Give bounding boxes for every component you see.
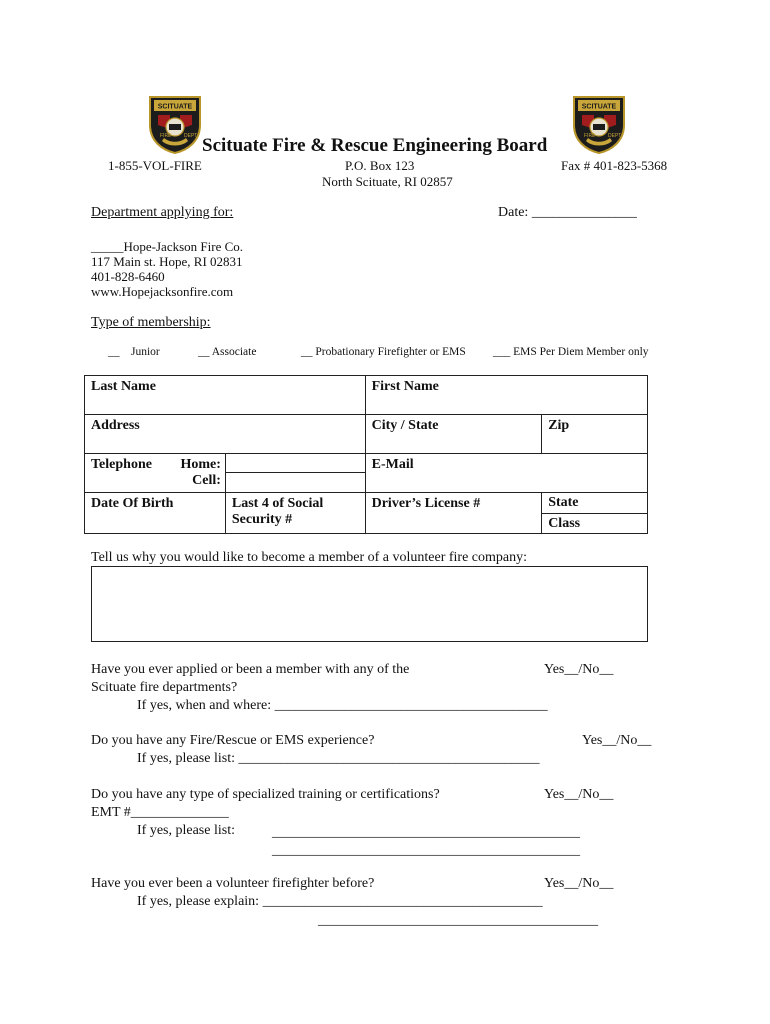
emt-number-field[interactable]: EMT #______________: [91, 805, 229, 820]
state-class-cell: [542, 493, 648, 534]
question-4: Have you ever been a volunteer firefighter before?: [91, 876, 375, 891]
first-name-field[interactable]: [365, 376, 647, 415]
city-state-label: City / State: [371, 418, 439, 433]
question-1-answer[interactable]: Yes__/No__: [544, 662, 614, 677]
department-address: 117 Main st. Hope, RI 02831: [91, 254, 243, 269]
question-3-line1[interactable]: ____________________________________________: [272, 825, 580, 840]
question-1-line1: Have you ever applied or been a member with any of the: [91, 662, 410, 677]
phone-inputs: [225, 454, 365, 493]
fax-number: Fax # 401-823-5368: [561, 158, 668, 173]
page-title: Scituate Fire & Rescue Engineering Board: [202, 135, 548, 156]
essay-prompt: Tell us why you would like to become a member of a volunteer fire company:: [91, 550, 528, 565]
membership-option-associate[interactable]: __ Associate: [198, 346, 257, 358]
last-name-field[interactable]: [85, 376, 366, 415]
question-4-answer[interactable]: Yes__/No__: [544, 876, 614, 891]
license-field[interactable]: [365, 493, 542, 534]
last-name-label: Last Name: [91, 379, 156, 394]
dob-field[interactable]: [85, 493, 226, 534]
membership-label: Type of membership:: [91, 315, 211, 330]
badge-right-top-text: SCITUATE: [581, 103, 617, 111]
ssn-field[interactable]: [225, 493, 365, 534]
applicant-info-table: [84, 375, 648, 534]
question-4-line2[interactable]: ________________________________________: [318, 913, 598, 928]
department-option[interactable]: _____Hope-Jackson Fire Co.: [91, 239, 244, 254]
state-field[interactable]: [542, 493, 647, 514]
cell-phone-input[interactable]: [226, 473, 365, 492]
question-2-followup[interactable]: If yes, please list: ___________________________________________: [137, 751, 540, 766]
telephone-label: Telephone: [91, 457, 152, 472]
badge-left-dept-text: DEPT: [184, 133, 198, 139]
telephone-cell: [85, 454, 226, 493]
first-name-label: First Name: [371, 379, 439, 394]
badge-right-dept-text: DEPT: [608, 133, 622, 139]
city-state-field[interactable]: [365, 415, 542, 454]
dob-label: Date Of Birth: [91, 496, 174, 511]
city-address: North Scituate, RI 02857: [322, 174, 453, 189]
department-label: Department applying for:: [91, 205, 234, 220]
email-field[interactable]: [365, 454, 647, 493]
email-label: E-Mail: [371, 457, 414, 472]
question-3: Do you have any type of specialized training or certifications?: [91, 787, 440, 802]
class-field[interactable]: [542, 514, 647, 533]
home-phone-input[interactable]: [226, 454, 365, 473]
question-2-answer[interactable]: Yes__/No__: [582, 733, 652, 748]
membership-option-junior[interactable]: __ Junior: [108, 346, 160, 358]
fire-department-badge-left-icon: [148, 95, 202, 155]
department-website: www.Hopejacksonfire.com: [91, 284, 234, 299]
address-label: Address: [91, 418, 140, 433]
question-3-answer[interactable]: Yes__/No__: [544, 787, 614, 802]
badge-right-fire-text: FIRE: [584, 133, 596, 139]
badge-left-top-text: SCITUATE: [157, 103, 193, 111]
class-label: Class: [548, 516, 581, 531]
date-field[interactable]: Date: _______________: [498, 205, 637, 220]
membership-option-ems-per-diem[interactable]: ___ EMS Per Diem Member only: [493, 346, 649, 358]
question-3-followup: If yes, please list:: [137, 823, 235, 838]
zip-field[interactable]: [542, 415, 648, 454]
home-phone-label: Home:: [180, 457, 221, 472]
question-3-line2[interactable]: ____________________________________________: [272, 843, 580, 858]
badge-left-fire-text: FIRE: [160, 133, 172, 139]
fire-department-badge-right-icon: [572, 95, 626, 155]
question-1-line2: Scituate fire departments?: [91, 680, 238, 695]
zip-label: Zip: [548, 418, 570, 433]
state-label: State: [548, 495, 579, 510]
ssn-label-line1: Last 4 of Social: [231, 496, 324, 511]
ssn-label-line2: Security #: [231, 512, 293, 527]
essay-textbox[interactable]: [91, 566, 648, 642]
po-box: P.O. Box 123: [345, 158, 415, 173]
question-4-followup[interactable]: If yes, please explain: ________________________________________: [137, 894, 543, 909]
question-1-followup[interactable]: If yes, when and where: _______________________________________: [137, 698, 548, 713]
license-label: Driver’s License #: [371, 496, 481, 511]
address-field[interactable]: [85, 415, 366, 454]
question-2: Do you have any Fire/Rescue or EMS experience?: [91, 733, 375, 748]
cell-phone-label: Cell:: [192, 473, 221, 488]
membership-option-probationary[interactable]: __ Probationary Firefighter or EMS: [301, 346, 466, 358]
department-phone: 401-828-6460: [91, 269, 165, 284]
phone-number: 1-855-VOL-FIRE: [108, 158, 202, 173]
